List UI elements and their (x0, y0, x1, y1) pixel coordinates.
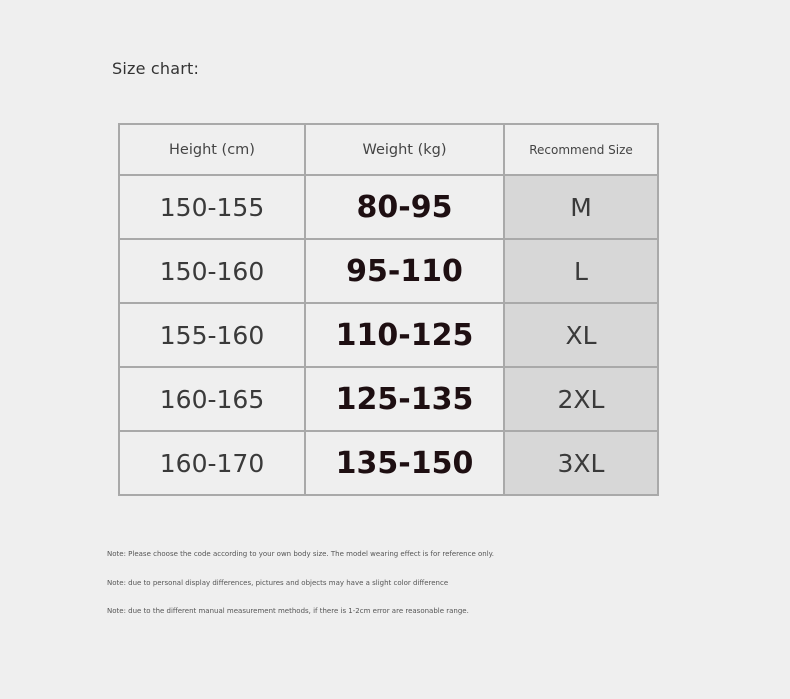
table-row (119, 431, 658, 495)
table-row (119, 303, 658, 367)
weight-cell: 110-125 (305, 303, 504, 367)
size-cell: XL (504, 303, 658, 367)
weight-cell: 125-135 (305, 367, 504, 431)
size-cell: 3XL (504, 431, 658, 495)
note-text: Note: Please choose the code according to your own body size. The model wearing effect is for reference only. (107, 550, 495, 558)
height-cell: 150-160 (119, 239, 305, 303)
weight-cell: 95-110 (305, 239, 504, 303)
height-cell: 155-160 (119, 303, 305, 367)
size-cell: L (504, 239, 658, 303)
size-chart-table (118, 123, 659, 496)
page-title: Size chart: (112, 59, 200, 78)
note-text: Note: due to the different manual measurement methods, if there is 1-2cm error are reasonable range. (107, 607, 469, 615)
table-header-row (119, 124, 658, 175)
height-cell: 150-155 (119, 175, 305, 239)
note-text: Note: due to personal display differences, pictures and objects may have a slight color difference (107, 579, 449, 587)
table-row (119, 239, 658, 303)
height-cell: 160-165 (119, 367, 305, 431)
header-weight: Weight (kg) (305, 124, 504, 175)
table-row (119, 367, 658, 431)
table-row (119, 175, 658, 239)
header-recommend-size: Recommend Size (504, 124, 658, 175)
header-height: Height (cm) (119, 124, 305, 175)
weight-cell: 135-150 (305, 431, 504, 495)
weight-cell: 80-95 (305, 175, 504, 239)
size-cell: M (504, 175, 658, 239)
size-cell: 2XL (504, 367, 658, 431)
height-cell: 160-170 (119, 431, 305, 495)
